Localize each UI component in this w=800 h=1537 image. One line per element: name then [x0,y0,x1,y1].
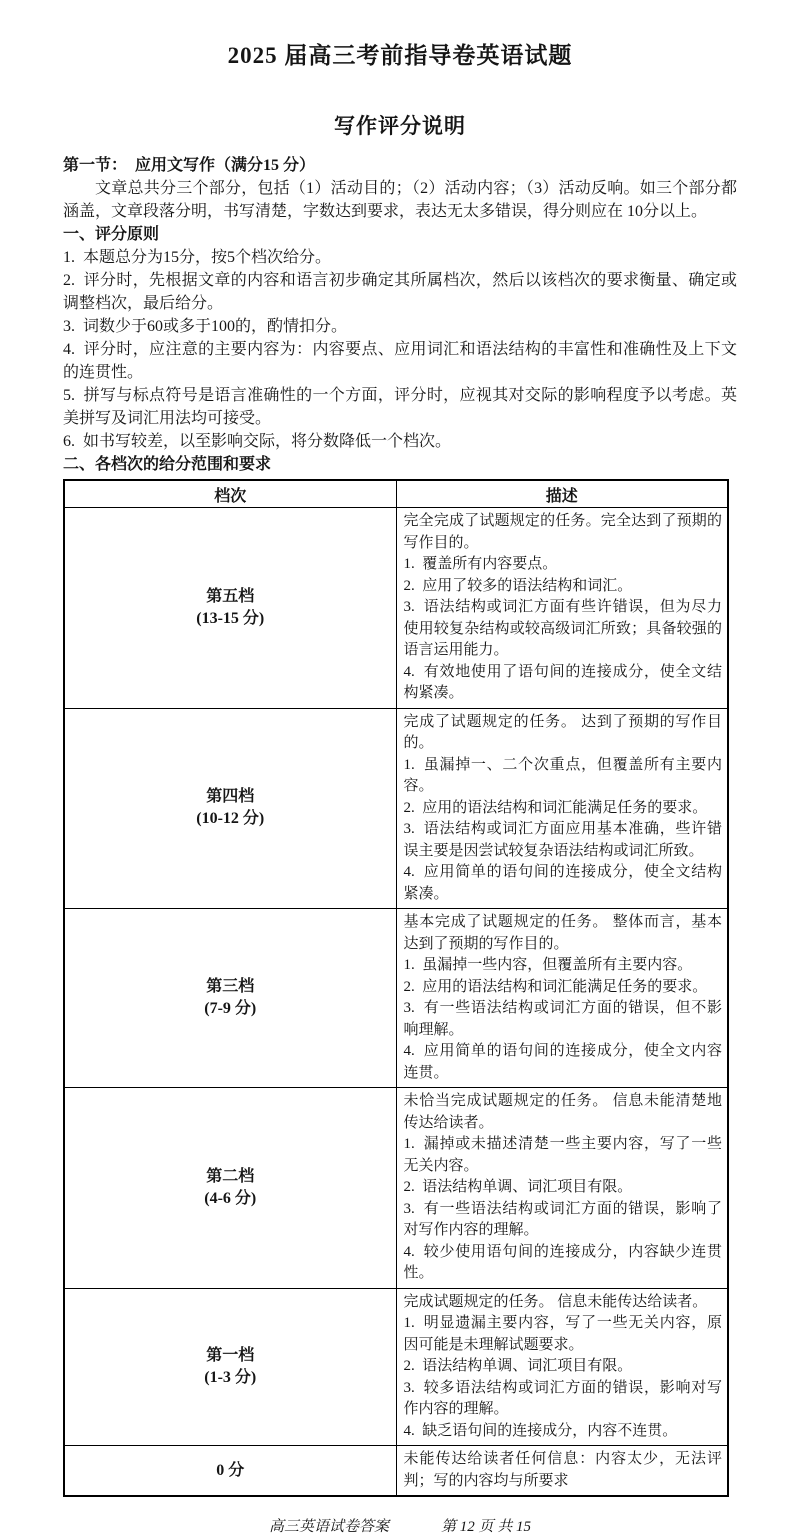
rubric-line: 4. 应用简单的语句间的连接成分，使全文结构紧凑。 [403,864,722,902]
rubric-line: 完成试题规定的任务。 信息未能传达给读者。 [403,1293,708,1310]
rubric-line: 完全完成了试题规定的任务。完全达到了预期的写作目的。 [403,513,722,551]
grade-range: (4-6 分) [204,1189,257,1207]
grade-name: 第四档 [206,788,255,806]
grade-range: (1-3 分) [204,1368,257,1386]
grade-name: 第一档 [206,1346,255,1364]
principle-item: 6. 如书写较差，以至影响交际，将分数降低一个档次。 [63,433,452,450]
grade-range: (13-15 分) [196,609,265,627]
rubric-header-grade: 档次 [64,480,396,508]
rubric-line: 4. 应用简单的语句间的连接成分，使全文内容连贯。 [403,1043,722,1081]
table-row [64,708,728,909]
table-row [64,909,728,1088]
page-footer [63,1517,737,1537]
rubric-line: 基本完成了试题规定的任务。 整体而言，基本达到了预期的写作目的。 [403,914,722,952]
rubric-line: 1. 虽漏掉一、二个次重点，但覆盖所有主要内容。 [403,756,722,794]
grade-desc [396,909,728,1088]
grade-desc [396,1446,728,1497]
rubric-header-desc: 描述 [396,480,728,508]
grade-name: 第三档 [206,978,255,995]
grade-desc [396,508,728,709]
rubric-line: 4. 缺乏语句间的连接成分，内容不连贯。 [403,1422,678,1439]
principle-item: 3. 词数少于60或多于100的，酌情扣分。 [63,318,348,335]
rubric-line: 2. 应用了较多的语法结构和词汇。 [403,577,633,594]
rubric-line: 完成了试题规定的任务。 达到了预期的写作目的。 [403,713,722,751]
grade-band-4 [64,708,396,909]
footer-page-number: 第 12 页 共 15 [441,1519,532,1535]
rubric-line: 3. 有一些语法结构或词汇方面的错误，但不影响理解。 [403,1000,722,1038]
principle-item: 1. 本题总分为15分，按5个档次给分。 [63,249,332,266]
rubric-line: 3. 较多语法结构或词汇方面的错误，影响对写作内容的理解。 [403,1379,722,1417]
grade-band-3 [64,909,396,1088]
document-title: 2025 届高三考前指导卷英语试题 [227,43,573,68]
writing-scoring-title: 写作评分说明 [334,114,466,138]
grade-range: (7-9 分) [204,1000,257,1017]
table-row [64,1088,728,1289]
grade-band-2 [64,1088,396,1289]
grade-band-5 [64,508,396,709]
bands-heading: 二、各档次的给分范围和要求 [63,456,272,473]
footer-doc-label: 高三英语试卷答案 [268,1519,389,1535]
principle-item: 2. 评分时，先根据文章的内容和语言初步确定其所属档次，然后以该档次的要求衡量、确定或调整档次，最后给分。 [63,272,737,312]
intro-paragraph: 文章总共分三个部分，包括（1）活动目的；（2）活动内容；（3）活动反响。如三个部分都涵盖，文章段落分明，书写清楚，字数达到要求，表达无太多错误，得分则应在 10分以上。 [63,180,737,220]
rubric-line: 未恰当完成试题规定的任务。 信息未能清楚地传达给读者。 [403,1093,722,1131]
rubric-line: 3. 语法结构或词汇方面应用基本准确，些许错误主要是因尝试较复杂语法结构或词汇所致。 [403,821,722,859]
table-row [64,1288,728,1446]
rubric-header-row [64,480,728,508]
rubric-line: 1. 漏掉或未描述清楚一些主要内容，写了一些无关内容。 [403,1136,722,1174]
principle-item: 4. 评分时，应注意的主要内容为：内容要点、应用词汇和语法结构的丰富性和准确性及上下文的连贯性。 [63,341,737,381]
grade-name: 0 分 [216,1461,245,1479]
rubric-line: 4. 有效地使用了语句间的连接成分，使全文结构紧凑。 [403,663,722,701]
principle-item: 5. 拼写与标点符号是语言准确性的一个方面，评分时，应视其对交际的影响程度予以考虑。英美拼写及词汇用法均可接受。 [63,387,737,427]
grade-range: (10-12 分) [196,810,265,828]
rubric-line: 未能传达给读者任何信息：内容太少，无法评判；写的内容均与所要求 [403,1451,722,1489]
grade-band-0 [64,1446,396,1497]
rubric-line: 1. 明显遗漏主要内容，写了一些无关内容，原因可能是未理解试题要求。 [403,1315,722,1353]
part1-heading: 第一节： 应用文写作（满分15 分） [63,157,316,174]
grade-name: 第五档 [206,587,255,605]
grade-desc [396,708,728,909]
rubric-line: 1. 虽漏掉一些内容，但覆盖所有主要内容。 [403,957,693,973]
table-row [64,508,728,709]
rubric-line: 2. 应用的语法结构和词汇能满足任务的要求。 [403,978,708,995]
rubric-line: 2. 语法结构单调、词汇项目有限。 [403,1179,633,1195]
rubric-line: 2. 语法结构单调、词汇项目有限。 [403,1358,633,1374]
principles-heading: 一、评分原则 [63,226,160,243]
rubric-line: 4. 较少使用语句间的连接成分，内容缺少连贯性。 [403,1243,722,1281]
grade-name: 第二档 [206,1167,255,1185]
table-row [64,1446,728,1497]
rubric-line: 2. 应用的语法结构和词汇能满足任务的要求。 [403,799,708,816]
grade-desc [396,1088,728,1289]
rubric-line: 3. 语法结构或词汇方面有些许错误，但为尽力使用较复杂结构或较高级词汇所致；具备较强的语言运用能力。 [403,599,722,658]
scoring-rubric-table [63,479,729,1497]
rubric-line: 3. 有一些语法结构或词汇方面的错误，影响了对写作内容的理解。 [403,1200,722,1238]
rubric-line: 1. 覆盖所有内容要点。 [403,556,558,572]
grade-desc [396,1288,728,1446]
grade-band-1 [64,1288,396,1446]
